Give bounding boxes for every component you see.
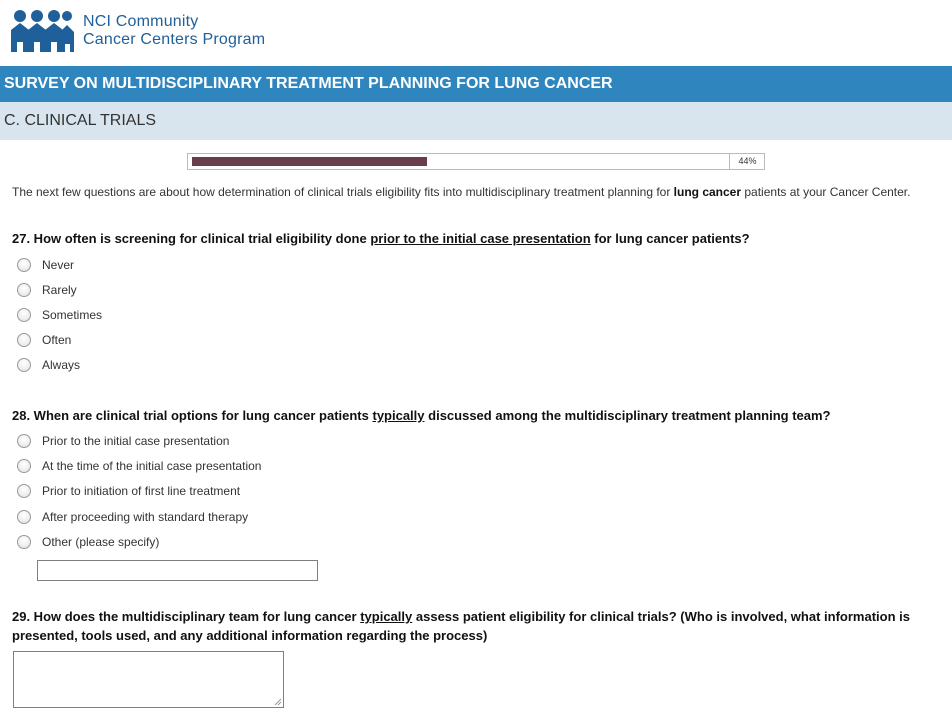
option-label: Prior to the initial case presentation <box>42 434 230 448</box>
radio-button[interactable] <box>17 333 31 347</box>
radio-button[interactable] <box>17 434 31 448</box>
logo-line-2: Cancer Centers Program <box>83 31 266 48</box>
resize-grip-icon[interactable] <box>273 697 282 706</box>
option-label: Other (please specify) <box>42 535 160 549</box>
q27-option-never[interactable] <box>17 255 74 275</box>
q29-answer-textarea[interactable] <box>13 651 284 708</box>
option-label: Never <box>42 258 75 272</box>
progress-label: 44% <box>738 156 757 166</box>
intro-text <box>12 185 910 199</box>
q28-underlined: typically <box>372 408 425 423</box>
q28-option-at-initial[interactable] <box>17 456 261 476</box>
radio-button[interactable] <box>17 510 31 524</box>
radio-button[interactable] <box>17 484 31 498</box>
radio-button[interactable] <box>17 459 31 473</box>
q27-suffix: for lung cancer patients? <box>594 231 750 246</box>
q28-prefix: 28. When are clinical trial options for lung cancer patients <box>12 408 369 423</box>
progress-fill <box>192 157 427 166</box>
q29-underlined: typically <box>360 609 413 624</box>
option-label: Always <box>42 358 81 372</box>
progress-bar <box>187 153 765 170</box>
option-label: Often <box>42 333 72 347</box>
section-title: C. CLINICAL TRIALS <box>0 102 952 140</box>
radio-button[interactable] <box>17 258 31 272</box>
q29-suffix: assess patient eligibility for clinical trials? (Who is involved, what information is presented, tools used, and any additional information regarding the process) <box>12 609 910 643</box>
logo-text <box>83 13 265 49</box>
logo-line-1: NCI Community <box>83 13 199 30</box>
survey-title: SURVEY ON MULTIDISCIPLINARY TREATMENT PLANNING FOR LUNG CANCER <box>0 66 952 102</box>
q27-option-sometimes[interactable] <box>17 305 102 325</box>
radio-button[interactable] <box>17 535 31 549</box>
q27-option-often[interactable] <box>17 330 71 350</box>
nci-logo <box>10 8 310 58</box>
option-label: Prior to initiation of first line treatment <box>42 484 241 498</box>
radio-button[interactable] <box>17 358 31 372</box>
q28-option-other[interactable] <box>17 532 159 552</box>
q28-other-input[interactable] <box>37 560 318 581</box>
q28-option-prior-initial[interactable] <box>17 431 229 451</box>
intro-bold: lung cancer <box>673 185 742 199</box>
question-28 <box>12 406 831 425</box>
intro-before: The next few questions are about how determination of clinical trials eligibility fits into multidisciplinary treatment planning for <box>12 185 671 199</box>
q27-option-always[interactable] <box>17 355 80 375</box>
question-29 <box>12 607 937 645</box>
q28-suffix: discussed among the multidisciplinary treatment planning team? <box>428 408 831 423</box>
option-label: After proceeding with standard therapy <box>42 510 249 524</box>
radio-button[interactable] <box>17 283 31 297</box>
q28-option-after-standard[interactable] <box>17 507 248 527</box>
q27-prefix: 27. How often is screening for clinical trial eligibility done <box>12 231 367 246</box>
q27-underlined: prior to the initial case presentation <box>370 231 591 246</box>
q29-prefix: 29. How does the multidisciplinary team for lung cancer <box>12 609 357 624</box>
intro-after: patients at your Cancer Center. <box>744 185 911 199</box>
question-27 <box>12 229 750 248</box>
people-group-logo-icon <box>10 8 76 54</box>
progress-divider <box>729 154 730 169</box>
progress-track <box>192 157 727 166</box>
q27-option-rarely[interactable] <box>17 280 77 300</box>
option-label: Sometimes <box>42 308 103 322</box>
option-label: Rarely <box>42 283 77 297</box>
radio-button[interactable] <box>17 308 31 322</box>
option-label: At the time of the initial case presentation <box>42 459 262 473</box>
q28-option-prior-first-line[interactable] <box>17 481 240 501</box>
